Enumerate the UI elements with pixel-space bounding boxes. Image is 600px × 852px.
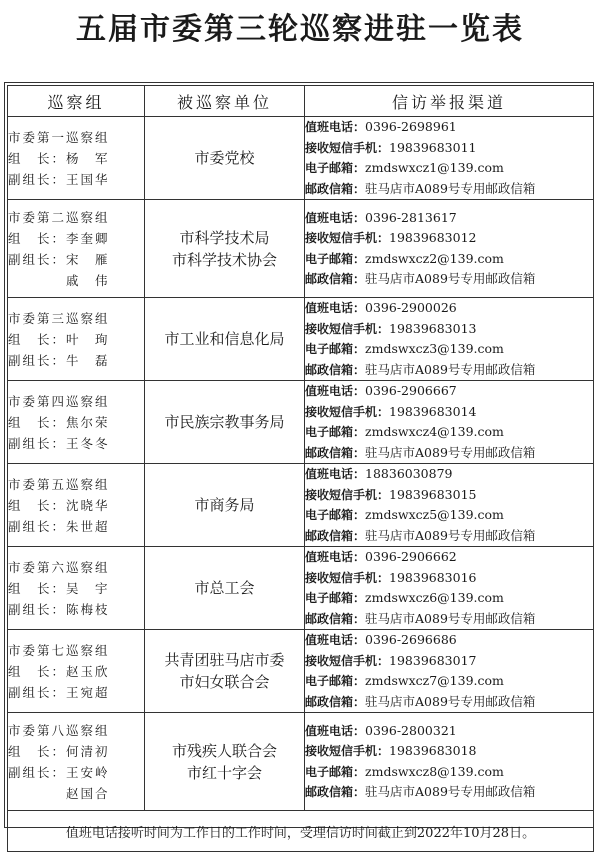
sms-phone-line [305, 741, 593, 762]
email-address-line [305, 422, 593, 443]
email-address-value: zmdswxcz8@139.com [365, 763, 504, 779]
contact-cell [305, 630, 594, 713]
group-name: 市委第七巡察组 [8, 642, 110, 658]
email-address-line [305, 762, 593, 783]
email-address-value: zmdswxcz7@139.com [365, 673, 504, 688]
table-row [8, 381, 594, 464]
email-address-value: zmdswxcz5@139.com [365, 507, 504, 522]
email-address-value: zmdswxcz2@139.com [365, 250, 504, 266]
sms-phone-line [305, 228, 593, 249]
email-address-line [305, 505, 593, 526]
group-member: 副组长：王宛超 [8, 684, 110, 700]
postal-mailbox-label: 邮政信箱： [305, 611, 366, 626]
email-address-label: 电子邮箱： [305, 342, 366, 356]
duty-phone-label: 值班电话： [305, 633, 366, 647]
unit-name: 市商务局 [194, 496, 255, 514]
sms-phone-label: 接收短信手机： [305, 570, 390, 585]
sms-phone-label: 接收短信手机： [305, 321, 390, 336]
email-address-label: 电子邮箱： [305, 674, 366, 688]
postal-mailbox-value: 驻马店市A089号专用邮政信箱 [365, 610, 536, 626]
email-address-label: 电子邮箱： [305, 161, 366, 175]
sms-phone-line [305, 568, 593, 589]
postal-mailbox-line [305, 443, 593, 464]
email-address-line [305, 249, 593, 270]
postal-mailbox-line [305, 692, 593, 713]
group-cell [8, 381, 145, 464]
unit-name: 市红十字会 [186, 763, 262, 782]
duty-phone-value: 0396-2698961 [365, 119, 457, 134]
email-address-line [305, 588, 593, 609]
duty-phone-line [305, 464, 593, 485]
unit-cell [145, 298, 305, 381]
sms-phone-value: 19839683015 [389, 486, 477, 502]
postal-mailbox-value: 驻马店市A089号专用邮政信箱 [365, 180, 536, 196]
contact-cell [305, 381, 594, 464]
duty-phone-label: 值班电话： [305, 384, 366, 398]
postal-mailbox-value: 驻马店市A089号专用邮政信箱 [365, 784, 536, 799]
table-row [8, 713, 594, 811]
group-member: 组 长：吴 宇 [8, 580, 110, 596]
unit-cell [145, 630, 305, 713]
postal-mailbox-label: 邮政信箱： [305, 528, 366, 543]
unit-name: 共青团驻马店市委 [164, 651, 285, 669]
unit-name: 市总工会 [194, 579, 255, 597]
group-name: 市委第四巡察组 [8, 393, 110, 409]
duty-phone-value: 0396-2906662 [365, 549, 457, 564]
duty-phone-value: 0396-2696686 [365, 632, 457, 647]
group-cell [8, 464, 145, 547]
group-member: 组 长：李奎卿 [8, 230, 110, 246]
group-name: 市委第八巡察组 [8, 722, 110, 738]
header-unit: 被巡察单位 [145, 86, 305, 117]
postal-mailbox-label: 邮政信箱： [305, 362, 366, 377]
group-name: 市委第六巡察组 [8, 559, 110, 575]
table-row [8, 117, 594, 200]
duty-phone-label: 值班电话： [305, 301, 366, 315]
group-member: 副组长：牛 磊 [8, 352, 110, 368]
sms-phone-label: 接收短信手机： [305, 231, 390, 245]
sms-phone-value: 19839683011 [389, 139, 477, 155]
sms-phone-label: 接收短信手机： [305, 404, 390, 419]
postal-mailbox-label: 邮政信箱： [305, 181, 366, 196]
table-row [8, 630, 594, 713]
sms-phone-line [305, 319, 593, 340]
sms-phone-line [305, 651, 593, 672]
contact-cell [305, 713, 594, 811]
duty-phone-value: 0396-2900026 [365, 300, 457, 315]
sms-phone-label: 接收短信手机： [305, 487, 390, 502]
unit-name: 市委党校 [194, 149, 255, 167]
unit-cell [145, 381, 305, 464]
postal-mailbox-line [305, 782, 593, 803]
group-member: 副组长：王冬冬 [8, 435, 110, 451]
table-row [8, 547, 594, 630]
contact-cell [305, 117, 594, 200]
group-name: 市委第三巡察组 [8, 310, 110, 326]
postal-mailbox-line [305, 269, 593, 290]
duty-phone-line [305, 630, 593, 651]
contact-cell [305, 298, 594, 381]
duty-phone-label: 值班电话： [305, 550, 366, 564]
sms-phone-value: 19839683017 [389, 652, 477, 668]
sms-phone-value: 19839683012 [389, 230, 477, 245]
group-member: 组 长：何清初 [8, 743, 110, 759]
page-title: 五届市委第三轮巡察进驻一览表 [76, 12, 524, 47]
postal-mailbox-value: 驻马店市A089号专用邮政信箱 [365, 527, 536, 543]
duty-phone-line [305, 298, 593, 319]
email-address-value: zmdswxcz1@139.com [365, 160, 504, 175]
group-member: 组 长：杨 军 [8, 150, 110, 166]
group-member: 组 长：赵玉欣 [8, 663, 110, 679]
group-cell [8, 117, 145, 200]
postal-mailbox-label: 邮政信箱： [305, 785, 366, 799]
contact-cell [305, 464, 594, 547]
table-header-row [8, 86, 594, 117]
group-name: 市委第一巡察组 [8, 129, 110, 145]
group-member: 戚 伟 [8, 272, 110, 288]
postal-mailbox-line [305, 360, 593, 381]
group-cell [8, 547, 145, 630]
unit-name: 市科学技术局 [179, 228, 270, 247]
duty-phone-line [305, 117, 593, 138]
duty-phone-value: 0396-2800321 [365, 722, 457, 738]
group-cell [8, 200, 145, 298]
email-address-value: zmdswxcz4@139.com [365, 424, 504, 439]
email-address-value: zmdswxcz6@139.com [365, 590, 504, 605]
email-address-line [305, 158, 593, 179]
group-member: 副组长：王国华 [8, 171, 110, 187]
table-row [8, 298, 594, 381]
sms-phone-value: 19839683014 [389, 403, 477, 419]
unit-cell [145, 200, 305, 298]
group-member: 组 长：沈晓华 [8, 497, 110, 513]
group-cell [8, 630, 145, 713]
group-member: 副组长：朱世超 [8, 518, 110, 534]
unit-cell [145, 464, 305, 547]
duty-phone-line [305, 721, 593, 742]
unit-name: 市民族宗教事务局 [164, 413, 285, 431]
unit-cell [145, 547, 305, 630]
group-member: 组 长：叶 珣 [8, 331, 110, 347]
unit-name: 市科学技术协会 [171, 250, 277, 269]
sms-phone-line [305, 138, 593, 159]
sms-phone-line [305, 402, 593, 423]
duty-phone-value: 18836030879 [365, 466, 453, 481]
postal-mailbox-value: 驻马店市A089号专用邮政信箱 [365, 444, 536, 460]
contact-cell [305, 547, 594, 630]
header-channel: 信访举报渠道 [305, 86, 594, 117]
inspection-table [7, 85, 594, 852]
unit-cell [145, 713, 305, 811]
postal-mailbox-line [305, 526, 593, 547]
duty-phone-label: 值班电话： [305, 210, 366, 225]
header-group: 巡察组 [8, 86, 145, 117]
email-address-label: 电子邮箱： [305, 591, 366, 605]
duty-phone-line [305, 547, 593, 568]
duty-phone-value: 0396-2906667 [365, 383, 457, 398]
postal-mailbox-line [305, 179, 593, 200]
group-name: 市委第二巡察组 [8, 209, 110, 225]
group-member: 组 长：焦尔荣 [8, 414, 110, 430]
email-address-line [305, 671, 593, 692]
email-address-label: 电子邮箱： [305, 508, 366, 522]
postal-mailbox-line [305, 609, 593, 630]
duty-phone-line [305, 381, 593, 402]
postal-mailbox-label: 邮政信箱： [305, 694, 366, 709]
table-row [8, 464, 594, 547]
email-address-value: zmdswxcz3@139.com [365, 341, 504, 356]
unit-cell [145, 117, 305, 200]
footer-note: 值班电话接听时间为工作日的工作时间，受理信访时间截止到2022年10月28日。 [8, 811, 594, 852]
duty-phone-label: 值班电话： [305, 467, 366, 481]
email-address-label: 电子邮箱： [305, 764, 366, 779]
postal-mailbox-value: 驻马店市A089号专用邮政信箱 [365, 693, 536, 709]
postal-mailbox-value: 驻马店市A089号专用邮政信箱 [365, 361, 536, 377]
postal-mailbox-label: 邮政信箱： [305, 445, 366, 460]
email-address-label: 电子邮箱： [305, 425, 366, 439]
unit-name: 市妇女联合会 [179, 673, 270, 691]
duty-phone-label: 值班电话： [305, 120, 366, 134]
duty-phone-label: 值班电话： [305, 723, 366, 738]
sms-phone-label: 接收短信手机： [305, 744, 390, 758]
unit-name: 市残疾人联合会 [171, 741, 277, 760]
sms-phone-value: 19839683013 [389, 320, 477, 336]
duty-phone-value: 0396-2813617 [365, 209, 457, 225]
group-member: 副组长：宋 雁 [8, 251, 110, 267]
group-member: 副组长：陈梅枝 [8, 601, 110, 617]
unit-name: 市工业和信息化局 [164, 330, 285, 348]
group-cell [8, 298, 145, 381]
group-cell [8, 713, 145, 811]
contact-cell [305, 200, 594, 298]
sms-phone-value: 19839683016 [389, 569, 477, 585]
sms-phone-value: 19839683018 [389, 743, 477, 758]
group-name: 市委第五巡察组 [8, 476, 110, 492]
postal-mailbox-value: 驻马店市A089号专用邮政信箱 [365, 271, 536, 286]
sms-phone-label: 接收短信手机： [305, 653, 390, 668]
postal-mailbox-label: 邮政信箱： [305, 272, 366, 286]
table-row [8, 200, 594, 298]
group-member: 赵国合 [8, 785, 110, 801]
footer-row [8, 811, 594, 852]
sms-phone-line [305, 485, 593, 506]
group-member: 副组长：王安岭 [8, 764, 110, 780]
duty-phone-line [305, 208, 593, 229]
email-address-line [305, 339, 593, 360]
email-address-label: 电子邮箱： [305, 251, 366, 266]
sms-phone-label: 接收短信手机： [305, 140, 390, 155]
